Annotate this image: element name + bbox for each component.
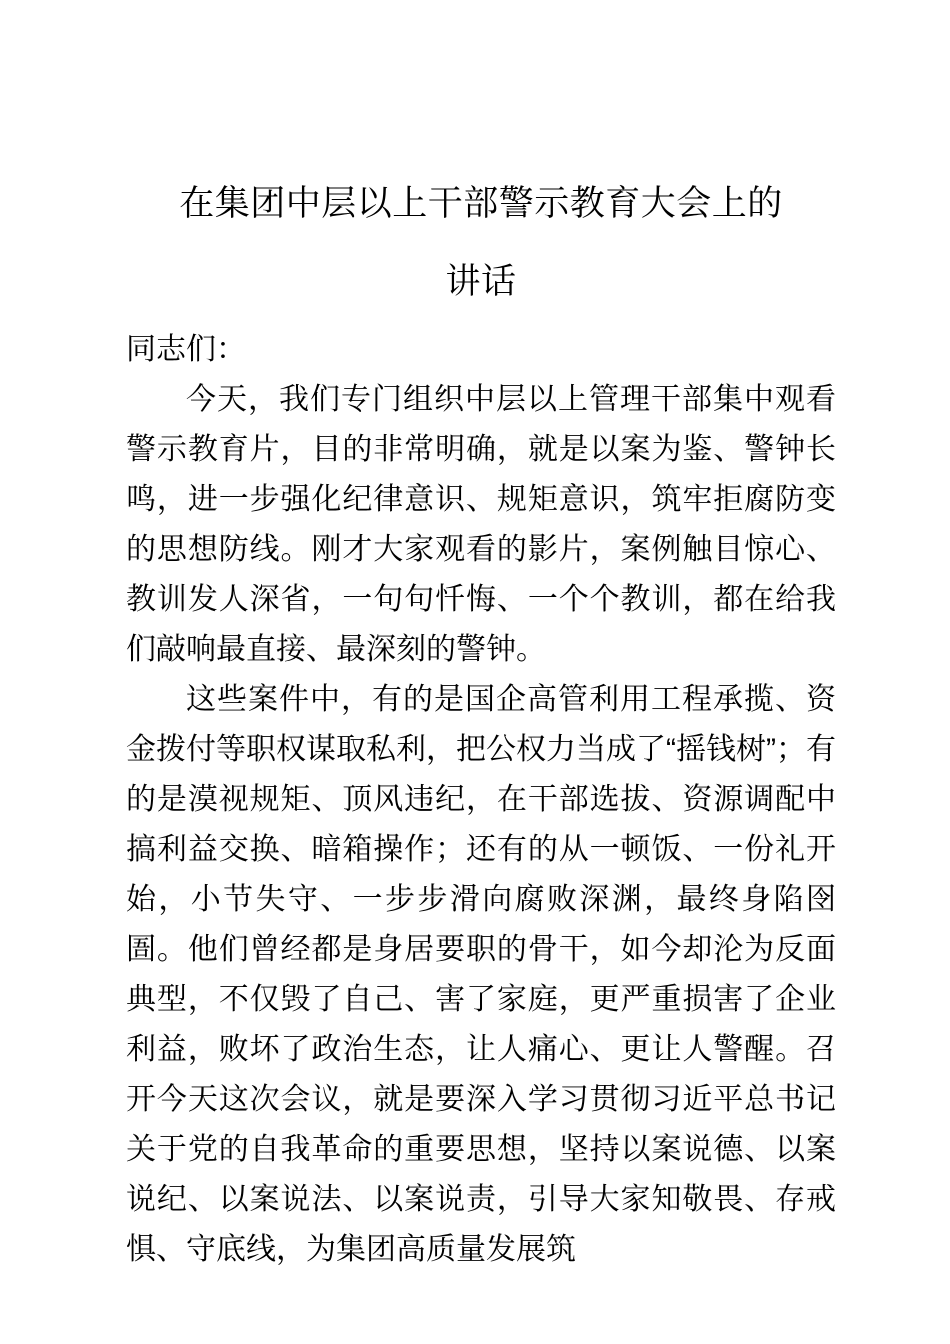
document-body	[126, 325, 836, 1275]
document-title	[126, 165, 836, 321]
document-title-line-2: 讲话	[445, 262, 517, 301]
paragraph-2: 这些案件中，有的是国企高管利用工程承揽、资金拨付等职权谋取私利，把公权力当成了“摇钱树”；有的是漠视规矩、顶风违纪，在干部选拔、资源调配中搞利益交换、暗箱操作；还有的从一顿饭、一份礼开始，小节失守、一步步滑向腐败深渊，最终身陷囹圄。他们曾经都是身居要职的骨干，如今却沦为反面典型，不仅毁了自己、害了家庭，更严重损害了企业利益，败坏了政治生态，让人痛心、更让人警醒。召开今天这次会议，就是要深入学习贯彻习近平总书记关于党的自我革命的重要思想，坚持以案说德、以案说纪、以案说法、以案说责，引导大家知敬畏、存戒惧、守底线，为集团高质量发展筑	[126, 683, 836, 1266]
document-title-line-1: 在集团中层以上干部警示教育大会上的	[179, 184, 783, 223]
salutation: 同志们：	[126, 333, 246, 366]
paragraph-1: 今天，我们专门组织中层以上管理干部集中观看警示教育片，目的非常明确，就是以案为鉴、警钟长鸣，进一步强化纪律意识、规矩意识，筑牢拒腐防变的思想防线。刚才大家观看的影片，案例触目惊心、教训发人深省，一句句忏悔、一个个教训，都在给我们敲响最直接、最深刻的警钟。	[126, 383, 836, 666]
document-content	[0, 165, 950, 1275]
